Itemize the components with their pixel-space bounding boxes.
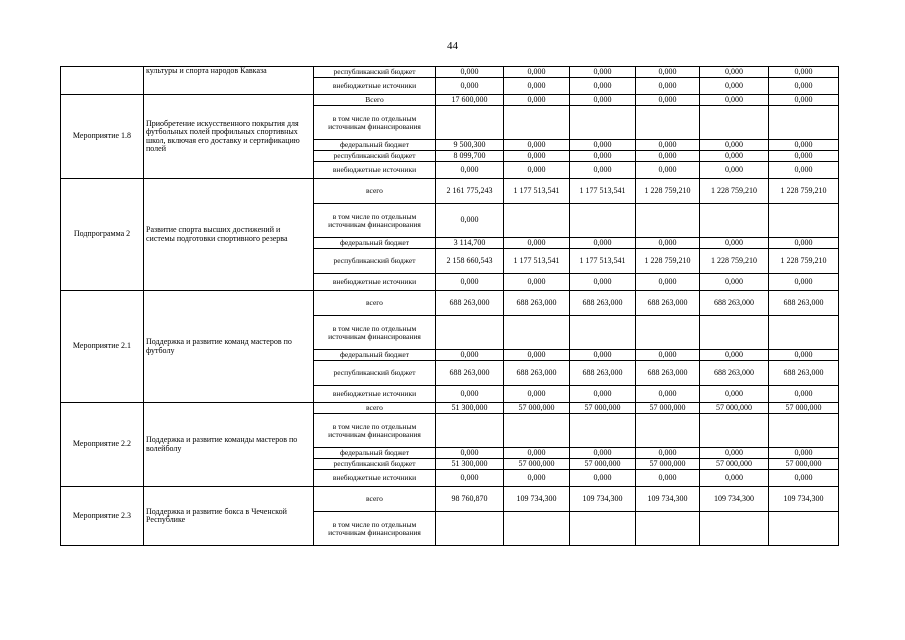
value-cell: 57 000,000 [570, 459, 636, 470]
funding-source: всего [314, 291, 436, 316]
funding-source: в том числе по отдельным источникам финансирования [314, 204, 436, 238]
funding-source: республиканский бюджет [314, 249, 436, 274]
value-cell [700, 414, 769, 448]
value-cell: 0,000 [570, 470, 636, 487]
value-cell [570, 414, 636, 448]
funding-source: Всего [314, 95, 436, 106]
value-cell: 0,000 [570, 386, 636, 403]
value-cell: 2 158 660,543 [436, 249, 504, 274]
value-cell: 0,000 [570, 67, 636, 78]
funding-source: в том числе по отдельным источникам финансирования [314, 512, 436, 546]
table-row [61, 291, 839, 316]
value-cell: 0,000 [636, 448, 700, 459]
value-cell: 109 734,300 [700, 487, 769, 512]
value-cell: 0,000 [700, 350, 769, 361]
funding-source: федеральный бюджет [314, 140, 436, 151]
funding-source: республиканский бюджет [314, 361, 436, 386]
value-cell: 1 228 759,210 [769, 249, 839, 274]
value-cell: 0,000 [436, 386, 504, 403]
value-cell: 0,000 [504, 386, 570, 403]
value-cell [504, 512, 570, 546]
section-title [61, 67, 144, 95]
funding-source: внебюджетные источники [314, 274, 436, 291]
value-cell: 57 000,000 [769, 459, 839, 470]
funding-source: в том числе по отдельным источникам финансирования [314, 414, 436, 448]
value-cell: 0,000 [504, 140, 570, 151]
value-cell [700, 106, 769, 140]
value-cell: 57 000,000 [769, 403, 839, 414]
value-cell [636, 316, 700, 350]
funding-source: внебюджетные источники [314, 162, 436, 179]
value-cell: 0,000 [436, 448, 504, 459]
value-cell: 688 263,000 [769, 361, 839, 386]
value-cell: 1 228 759,210 [700, 179, 769, 204]
value-cell: 0,000 [504, 448, 570, 459]
funding-source: республиканский бюджет [314, 151, 436, 162]
value-cell [636, 106, 700, 140]
value-cell [700, 512, 769, 546]
value-cell: 109 734,300 [636, 487, 700, 512]
value-cell: 0,000 [570, 274, 636, 291]
value-cell: 0,000 [769, 386, 839, 403]
value-cell: 0,000 [700, 274, 769, 291]
section-title: Мероприятие 1.8 [61, 95, 144, 179]
value-cell: 1 177 513,541 [570, 249, 636, 274]
value-cell: 1 228 759,210 [636, 249, 700, 274]
funding-source: внебюджетные источники [314, 386, 436, 403]
value-cell: 0,000 [636, 162, 700, 179]
value-cell: 0,000 [504, 78, 570, 95]
value-cell: 0,000 [769, 350, 839, 361]
value-cell: 109 734,300 [504, 487, 570, 512]
value-cell [504, 106, 570, 140]
section-description: Поддержка и развитие команды мастеров по волейболу [144, 403, 314, 487]
value-cell [504, 204, 570, 238]
value-cell: 57 000,000 [700, 403, 769, 414]
value-cell: 3 114,700 [436, 238, 504, 249]
table-row [61, 95, 839, 106]
value-cell: 109 734,300 [769, 487, 839, 512]
value-cell: 51 300,000 [436, 403, 504, 414]
value-cell: 0,000 [504, 238, 570, 249]
value-cell: 9 500,300 [436, 140, 504, 151]
value-cell: 0,000 [769, 274, 839, 291]
value-cell: 0,000 [769, 140, 839, 151]
value-cell [636, 204, 700, 238]
value-cell [436, 414, 504, 448]
value-cell: 0,000 [570, 151, 636, 162]
funding-source: федеральный бюджет [314, 448, 436, 459]
value-cell [504, 414, 570, 448]
section-description: Развитие спорта высших достижений и системы подготовки спортивного резерва [144, 179, 314, 291]
funding-source: всего [314, 403, 436, 414]
value-cell: 0,000 [570, 162, 636, 179]
value-cell: 0,000 [436, 274, 504, 291]
value-cell: 688 263,000 [570, 361, 636, 386]
value-cell: 0,000 [636, 274, 700, 291]
value-cell: 57 000,000 [636, 459, 700, 470]
value-cell: 0,000 [436, 162, 504, 179]
value-cell: 0,000 [636, 470, 700, 487]
value-cell [436, 316, 504, 350]
value-cell: 98 760,870 [436, 487, 504, 512]
value-cell: 0,000 [636, 386, 700, 403]
value-cell: 0,000 [636, 350, 700, 361]
budget-table [60, 66, 839, 546]
value-cell: 0,000 [769, 151, 839, 162]
value-cell: 0,000 [636, 151, 700, 162]
funding-source: внебюджетные источники [314, 78, 436, 95]
value-cell: 0,000 [570, 78, 636, 95]
value-cell: 0,000 [700, 470, 769, 487]
table-row [61, 179, 839, 204]
value-cell: 1 177 513,541 [504, 249, 570, 274]
value-cell [504, 316, 570, 350]
value-cell: 0,000 [504, 95, 570, 106]
value-cell [769, 512, 839, 546]
value-cell: 688 263,000 [570, 291, 636, 316]
value-cell: 0,000 [700, 448, 769, 459]
value-cell: 0,000 [436, 470, 504, 487]
value-cell [636, 512, 700, 546]
value-cell: 0,000 [636, 238, 700, 249]
value-cell: 2 161 775,243 [436, 179, 504, 204]
funding-source: в том числе по отдельным источникам финансирования [314, 316, 436, 350]
value-cell [436, 512, 504, 546]
value-cell: 688 263,000 [504, 361, 570, 386]
value-cell: 688 263,000 [504, 291, 570, 316]
section-description: Поддержка и развитие бокса в Чеченской Республике [144, 487, 314, 546]
value-cell: 688 263,000 [636, 361, 700, 386]
value-cell: 1 228 759,210 [769, 179, 839, 204]
value-cell [700, 204, 769, 238]
value-cell: 0,000 [636, 67, 700, 78]
value-cell: 0,000 [570, 140, 636, 151]
table-row [61, 487, 839, 512]
value-cell: 0,000 [436, 67, 504, 78]
value-cell: 57 000,000 [504, 403, 570, 414]
funding-source: в том числе по отдельным источникам финансирования [314, 106, 436, 140]
value-cell: 688 263,000 [700, 291, 769, 316]
value-cell: 0,000 [636, 78, 700, 95]
value-cell: 0,000 [570, 95, 636, 106]
value-cell: 0,000 [570, 238, 636, 249]
value-cell: 0,000 [504, 350, 570, 361]
value-cell: 0,000 [700, 386, 769, 403]
value-cell: 0,000 [769, 162, 839, 179]
section-description: Приобретение искусственного покрытия для футбольных полей профильных спортивных школ, включая его доставку и сертификацию полей [144, 95, 314, 179]
value-cell: 0,000 [700, 140, 769, 151]
value-cell: 688 263,000 [436, 361, 504, 386]
value-cell: 0,000 [636, 95, 700, 106]
funding-source: федеральный бюджет [314, 350, 436, 361]
value-cell: 0,000 [570, 448, 636, 459]
value-cell: 57 000,000 [700, 459, 769, 470]
value-cell: 0,000 [700, 162, 769, 179]
value-cell [436, 106, 504, 140]
value-cell: 0,000 [504, 274, 570, 291]
value-cell: 0,000 [769, 78, 839, 95]
value-cell: 0,000 [504, 470, 570, 487]
funding-source: всего [314, 179, 436, 204]
value-cell: 0,000 [504, 162, 570, 179]
funding-source: республиканский бюджет [314, 67, 436, 78]
table-row [61, 403, 839, 414]
value-cell: 1 228 759,210 [636, 179, 700, 204]
value-cell [570, 204, 636, 238]
value-cell: 0,000 [769, 238, 839, 249]
value-cell: 57 000,000 [504, 459, 570, 470]
value-cell: 0,000 [436, 204, 504, 238]
funding-source: всего [314, 487, 436, 512]
value-cell: 0,000 [769, 67, 839, 78]
table-row [61, 67, 839, 78]
value-cell [769, 414, 839, 448]
value-cell: 688 263,000 [636, 291, 700, 316]
section-description: Поддержка и развитие команд мастеров по футболу [144, 291, 314, 403]
value-cell: 0,000 [700, 78, 769, 95]
funding-source: республиканский бюджет [314, 459, 436, 470]
value-cell: 688 263,000 [700, 361, 769, 386]
value-cell [769, 106, 839, 140]
value-cell: 0,000 [700, 151, 769, 162]
value-cell: 51 300,000 [436, 459, 504, 470]
value-cell: 0,000 [769, 448, 839, 459]
funding-source: федеральный бюджет [314, 238, 436, 249]
value-cell [636, 414, 700, 448]
section-title: Мероприятие 2.2 [61, 403, 144, 487]
value-cell: 0,000 [769, 470, 839, 487]
value-cell: 0,000 [700, 238, 769, 249]
page-number: 44 [447, 40, 458, 52]
section-title: Мероприятие 2.1 [61, 291, 144, 403]
value-cell: 688 263,000 [769, 291, 839, 316]
value-cell: 0,000 [700, 95, 769, 106]
value-cell [769, 316, 839, 350]
funding-source: внебюджетные источники [314, 470, 436, 487]
value-cell: 0,000 [504, 151, 570, 162]
value-cell [700, 316, 769, 350]
value-cell: 17 600,000 [436, 95, 504, 106]
value-cell: 0,000 [504, 67, 570, 78]
value-cell: 1 228 759,210 [700, 249, 769, 274]
value-cell: 688 263,000 [436, 291, 504, 316]
value-cell: 109 734,300 [570, 487, 636, 512]
value-cell: 0,000 [636, 140, 700, 151]
value-cell: 0,000 [436, 78, 504, 95]
value-cell: 0,000 [436, 350, 504, 361]
value-cell [570, 316, 636, 350]
value-cell: 0,000 [570, 350, 636, 361]
value-cell [769, 204, 839, 238]
value-cell: 1 177 513,541 [504, 179, 570, 204]
section-title: Подпрограмма 2 [61, 179, 144, 291]
value-cell: 0,000 [700, 67, 769, 78]
value-cell: 8 099,700 [436, 151, 504, 162]
value-cell: 57 000,000 [570, 403, 636, 414]
value-cell: 1 177 513,541 [570, 179, 636, 204]
section-description: культуры и спорта народов Кавказа [144, 67, 314, 95]
value-cell [570, 512, 636, 546]
value-cell: 0,000 [769, 95, 839, 106]
value-cell: 57 000,000 [636, 403, 700, 414]
section-title: Мероприятие 2.3 [61, 487, 144, 546]
value-cell [570, 106, 636, 140]
